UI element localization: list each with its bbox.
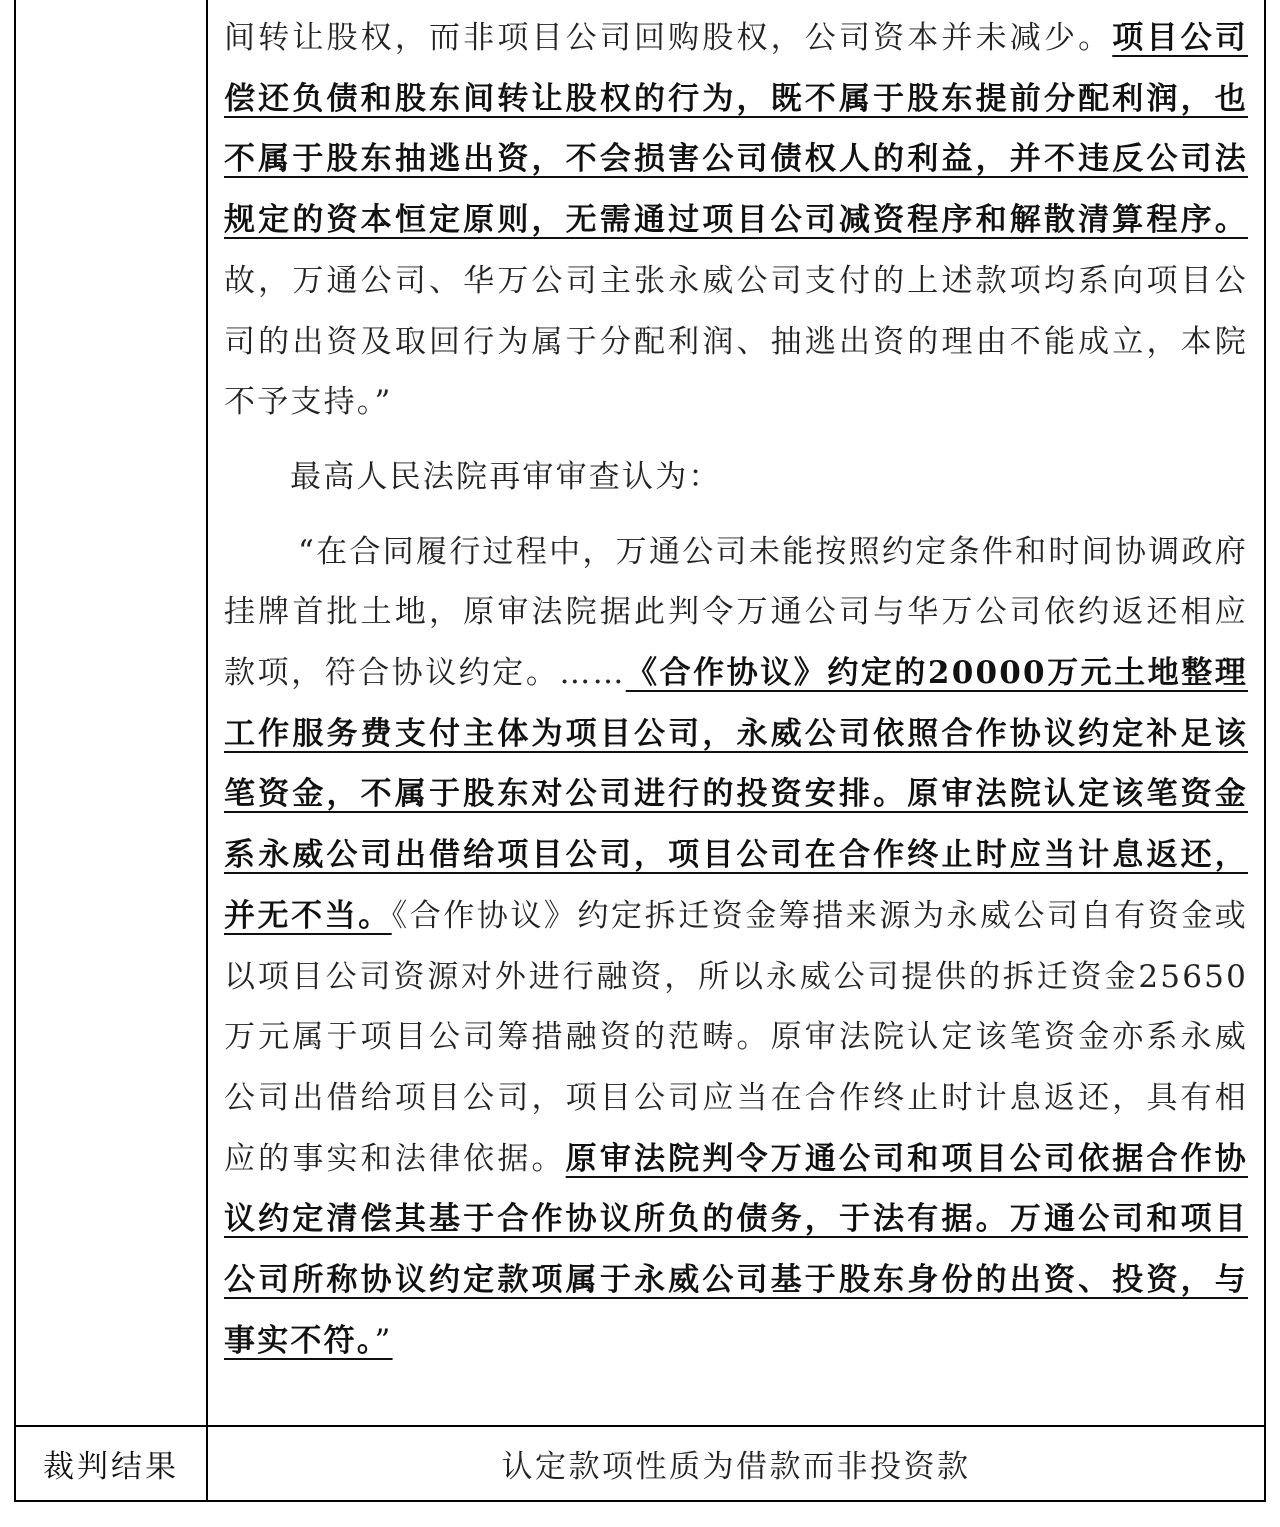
table-border-left: [14, 0, 16, 1502]
table-border-bottom: [14, 1500, 1266, 1502]
paragraph-supreme-court-reasoning: [224, 522, 1248, 1372]
result-row-label: 裁判结果: [43, 1449, 179, 1485]
table-border-right: [1264, 0, 1266, 1502]
result-row-value: 认定款项性质为借款而非投资款: [501, 1449, 971, 1485]
paragraph3-emphasis-1: 《合作协议》约定的20000万元土地整理工作服务费支付主体为项目公司，永威公司依照合作协议约定补足该笔资金，不属于股东对公司进行的投资安排。原审法院认定该笔资金系永威公司出借给项目公司，项目公司在合作终止时应当计息返还，并无不当。: [224, 655, 1248, 934]
table-column-divider: [206, 0, 208, 1502]
paragraph1-sentence1: 间转让股权，而非项目公司回购股权，公司资本并未减少。: [224, 20, 1113, 56]
paragraph3-closing-quote: ”: [374, 1322, 393, 1359]
paragraph1-sentence3: 故，万通公司、华万公司主张永威公司支付的上述款项均系向项目公司的出资及取回行为属于分配利润、抽逃出资的理由不能成立，本院不予支持。”: [224, 262, 1248, 421]
paragraph3-sentence3: 《合作协议》约定拆迁资金筹措来源为永威公司自有资金或以项目公司资源对外进行融资，所以永威公司提供的拆迁资金25650万元属于项目公司筹措融资的范畴。原审法院认定该笔资金亦系永威公司出借给项目公司，项目公司应当在合作终止时计息返还，具有相应的事实和法律依据。: [224, 897, 1248, 1177]
paragraph-first-instance-reasoning: [224, 8, 1248, 433]
paragraph3-emphasis-2: 原审法院判令万通公司和项目公司依据合作协议约定清偿其基于合作协议所负的债务，于法有据。万通公司和项目公司所称协议约定款项属于永威公司基于股东身份的出资、投资，与事实不符。: [224, 1140, 1248, 1359]
paragraph1-emphasis: 项目公司偿还负债和股东间转让股权的行为，既不属于股东提前分配利润，也不属于股东抽逃出资，不会损害公司债权人的利益，并不违反公司法规定的资本恒定原则，无需通过项目公司减资程序和解散清算程序。: [224, 20, 1248, 239]
case-analysis-content: [224, 8, 1248, 1371]
paragraph3-sentence1: “在合同履行过程中，万通公司未能按照约定条件和时间协调政府挂牌首批土地，原审法院据此判令万通公司与华万公司依约返还相应款项，符合协议约定。……: [224, 533, 1248, 692]
paragraph-supreme-court-intro: 最高人民法院再审审查认为：: [290, 458, 722, 495]
